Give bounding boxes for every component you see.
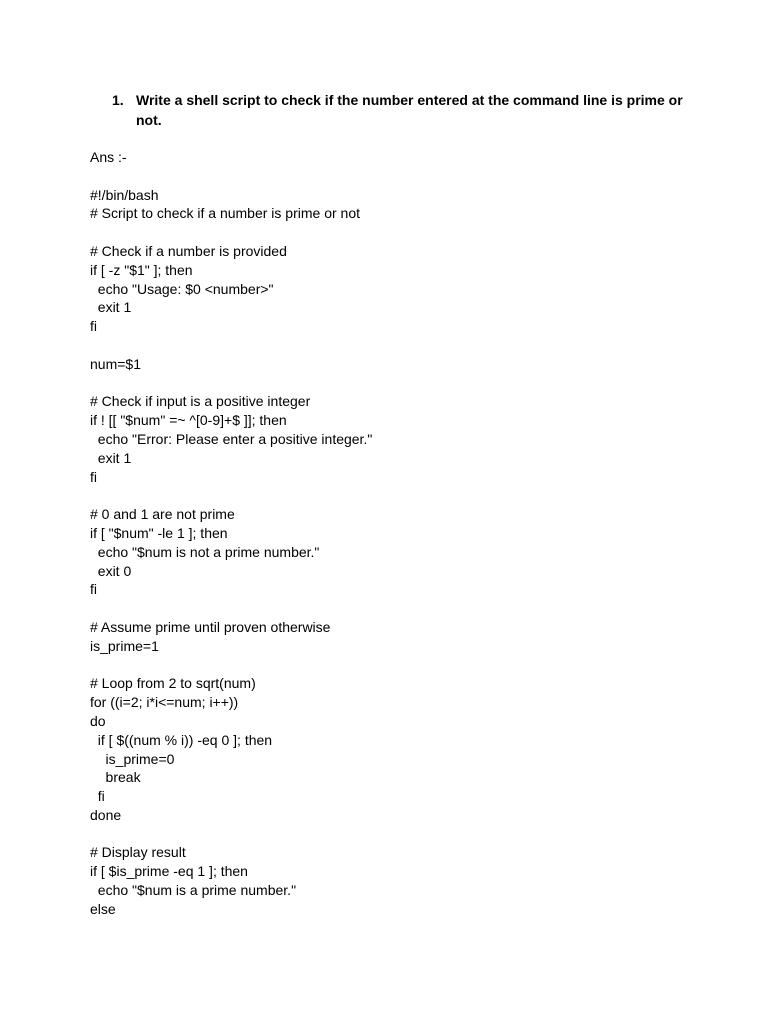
code-line: # Check if a number is provided xyxy=(90,242,287,259)
code-line: # Script to check if a number is prime or not xyxy=(90,205,360,222)
code-line: #!/bin/bash xyxy=(90,186,159,203)
code-line: exit 1 xyxy=(90,449,132,466)
code-line: # 0 and 1 are not prime xyxy=(90,506,235,523)
blank-line xyxy=(90,656,730,675)
code-line: fi xyxy=(90,788,105,805)
code-line: is_prime=1 xyxy=(90,637,159,654)
code-line: for ((i=2; i*i<=num; i++)) xyxy=(90,694,239,711)
code-line: fi xyxy=(90,468,97,485)
blank-line xyxy=(90,223,730,242)
code-line: echo "$num is a prime number." xyxy=(90,882,297,899)
code-line: echo "Usage: $0 <number>" xyxy=(90,280,274,297)
blank-line xyxy=(90,374,730,393)
answer-label: Ans :- xyxy=(90,149,127,165)
code-line: echo "Error: Please enter a positive integer." xyxy=(90,430,373,447)
code-line: break xyxy=(90,769,141,786)
code-line: is_prime=0 xyxy=(90,750,175,767)
code-line: # Check if input is a positive integer xyxy=(90,393,311,410)
question-text: Write a shell script to check if the number entered at the command line is prime or not. xyxy=(136,92,683,128)
code-line: fi xyxy=(90,318,97,335)
code-line: done xyxy=(90,806,122,823)
code-line: if [ -z "$1" ]; then xyxy=(90,261,193,278)
code-line: else xyxy=(90,900,116,917)
code-line: do xyxy=(90,712,106,729)
code-line: # Display result xyxy=(90,844,186,861)
blank-line xyxy=(90,336,730,355)
code-line: # Loop from 2 to sqrt(num) xyxy=(90,675,256,692)
code-line: fi xyxy=(90,581,97,598)
code-line: if ! [[ "$num" =~ ^[0-9]+$ ]]; then xyxy=(90,412,287,429)
code-line: echo "$num is not a prime number." xyxy=(90,543,320,560)
blank-line xyxy=(90,167,730,186)
question-item xyxy=(112,91,692,130)
blank-line xyxy=(90,825,730,844)
answer-body xyxy=(90,148,730,919)
code-line: num=$1 xyxy=(90,355,141,372)
question-number: 1. xyxy=(112,92,124,108)
code-line: if [ "$num" -le 1 ]; then xyxy=(90,524,228,541)
code-block xyxy=(90,167,730,919)
blank-line xyxy=(90,599,730,618)
code-line: # Assume prime until proven otherwise xyxy=(90,618,331,635)
code-line: if [ $is_prime -eq 1 ]; then xyxy=(90,863,248,880)
code-line: if [ $((num % i)) -eq 0 ]; then xyxy=(90,731,273,748)
blank-line xyxy=(90,486,730,505)
code-line: exit 0 xyxy=(90,562,132,579)
code-line: exit 1 xyxy=(90,299,132,316)
